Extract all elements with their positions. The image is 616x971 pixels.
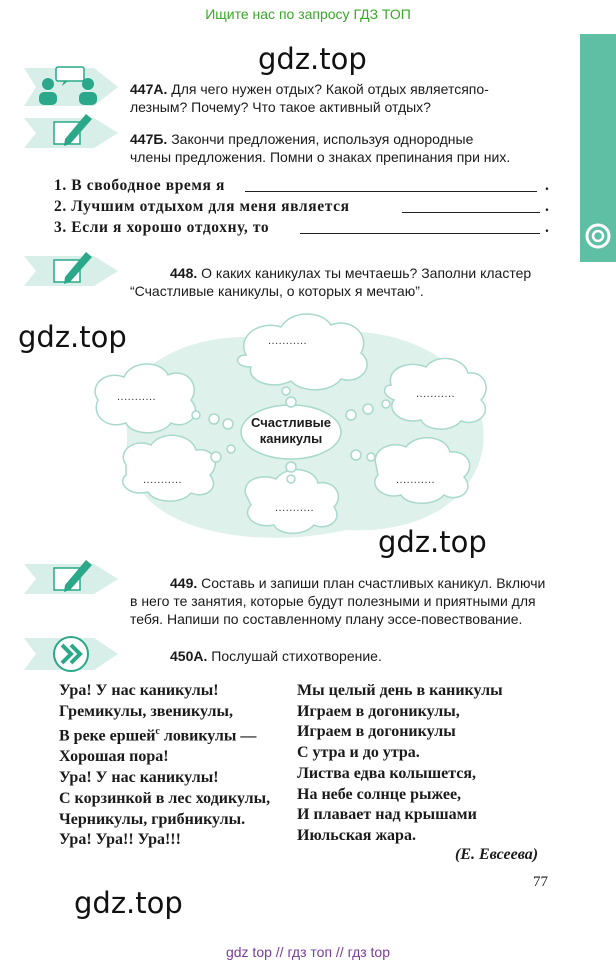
exercise-450a: 450А. Послушай стихотворение. bbox=[170, 648, 382, 664]
poem-line: Листва едва колышется, bbox=[297, 764, 477, 782]
pencil-icon bbox=[24, 114, 118, 152]
poem-author: (Е. Евсеева) bbox=[455, 846, 539, 863]
exercise-447b: 447Б. Закончи предложения, используя однородные члены предложения. Помни о знаках препинания при них. bbox=[130, 131, 511, 165]
pencil-icon bbox=[24, 560, 118, 598]
cluster-center: Счастливые каникулы bbox=[251, 415, 331, 446]
exercise-447a: 447А. Для чего нужен отдых? Какой отдых являетсяпо- лезным? Почему? Что такое активный отдых? bbox=[130, 81, 489, 115]
page-number: 77 bbox=[533, 874, 548, 890]
poem-right-column bbox=[297, 681, 503, 847]
poem-line: Ура! У нас каникулы! bbox=[59, 682, 219, 699]
top-banner: Ищите нас по запросу ГДЗ ТОП bbox=[205, 6, 411, 22]
spiral-icon bbox=[584, 222, 612, 250]
cluster-blank[interactable]: ........... bbox=[143, 474, 183, 486]
poem-line: И плавает над крышами bbox=[297, 806, 477, 824]
period: . bbox=[545, 219, 550, 236]
listen-icon bbox=[24, 634, 118, 674]
exercise-449: 449. Составь и запиши план счастливых каникул. Включи в него те занятия, которые будут полезными и приятными для тебя. Напиши по составленному плану эссе-повествование. bbox=[130, 575, 546, 627]
poem-line: Мы целый день в каникулы bbox=[297, 682, 503, 699]
footer-links: gdz top // гдз топ // гдз top bbox=[225, 944, 391, 960]
watermark: gdz.top bbox=[74, 886, 183, 920]
period: . bbox=[545, 177, 550, 194]
cluster-blank[interactable]: ........... bbox=[117, 391, 157, 403]
cluster-blank[interactable]: ........... bbox=[268, 335, 308, 347]
pencil-icon bbox=[24, 252, 118, 290]
poem-line: Играем в догоникулы, bbox=[297, 702, 460, 720]
answer-line-2[interactable] bbox=[402, 200, 540, 213]
poem-line: Ура! У нас каникулы! bbox=[59, 769, 219, 787]
poem-line: С утра и до утра. bbox=[297, 744, 420, 762]
poem-line: Играем в догоникулы bbox=[297, 723, 456, 741]
watermark: gdz.top bbox=[18, 320, 127, 354]
cluster-blank[interactable]: ........... bbox=[396, 474, 436, 486]
poem-line: Черникулы, грибникулы. bbox=[59, 810, 246, 828]
poem-line: На небе солнце рыжее, bbox=[297, 785, 462, 803]
poem-line: В реке ершей$^с$ ловикулы — bbox=[59, 726, 257, 745]
poem-line: Гремикулы, звеникулы, bbox=[59, 702, 234, 720]
cluster-blank[interactable]: ........... bbox=[416, 388, 456, 400]
poem-line: С корзинкой в лес ходикулы, bbox=[59, 789, 271, 807]
dialogue-icon bbox=[24, 66, 118, 108]
cluster-blank[interactable]: ........... bbox=[275, 502, 315, 514]
sentence-1: 1. В свободное время я bbox=[54, 177, 226, 194]
poem-line: Ура! Ура!! Ура!!! bbox=[59, 831, 181, 849]
sentence-3: 3. Если я хорошо отдохну, то bbox=[54, 219, 270, 236]
watermark: gdz.top bbox=[378, 525, 487, 559]
exercise-448: 448. О каких каникулах ты мечтаешь? Заполни кластер “Счастливые каникулы, о которых я мечтаю”. bbox=[130, 265, 532, 299]
watermark: gdz.top bbox=[258, 42, 367, 76]
poem-line: Хорошая пора! bbox=[59, 748, 169, 766]
answer-line-3[interactable] bbox=[300, 221, 540, 234]
poem-left-column bbox=[59, 681, 270, 851]
poem-line: Июльская жара. bbox=[297, 826, 416, 844]
answer-line-1[interactable] bbox=[245, 179, 537, 192]
sentence-2: 2. Лучшим отдыхом для меня является bbox=[54, 198, 350, 215]
period: . bbox=[545, 198, 550, 215]
